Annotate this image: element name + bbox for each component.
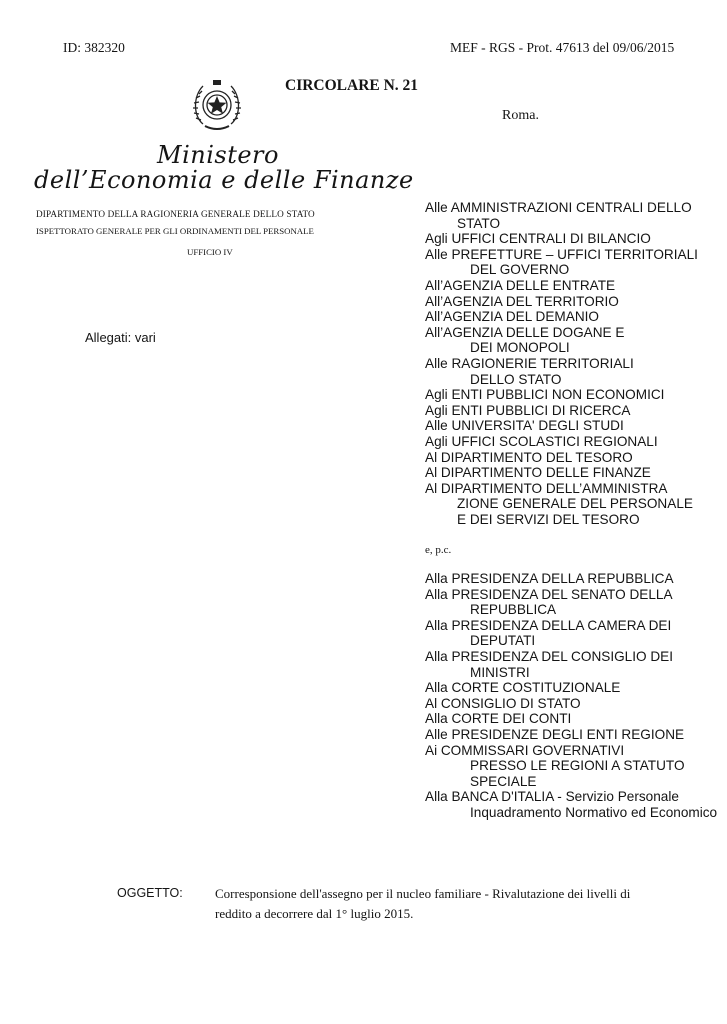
recipient-line: STATO (457, 215, 501, 231)
recipient-line: Al DIPARTIMENTO DELLE FINANZE (425, 465, 651, 481)
recipient-line: All’AGENZIA DELLE DOGANE E (425, 324, 625, 340)
department-name: DIPARTIMENTO DELLA RAGIONERIA GENERALE DELLO STATO (36, 209, 315, 219)
subject-text-line1: Corresponsione dell'assegno per il nucleo familiare - Rivalutazione dei livelli di (215, 886, 631, 901)
subject-label: OGGETTO: (117, 886, 183, 900)
recipient-line: Alle UNIVERSITA' DEGLI STUDI (425, 418, 624, 434)
republic-emblem-icon (191, 74, 243, 138)
recipient-line: Agli ENTI PUBBLICI NON ECONOMICI (425, 387, 665, 403)
protocol-number: MEF - RGS - Prot. 47613 del 09/06/2015 (450, 40, 675, 55)
cc-recipient-line: Alla PRESIDENZA DELLA REPUBBLICA (425, 571, 674, 587)
recipient-line: ZIONE GENERALE DEL PERSONALE (457, 496, 693, 512)
recipients-list (425, 200, 720, 821)
document-id: ID: 382320 (63, 40, 125, 55)
ministry-name-line1: Ministero (157, 141, 279, 169)
cc-recipient-line: Al CONSIGLIO DI STATO (425, 695, 581, 711)
cc-recipient-line: Ai COMMISSARI GOVERNATIVI (425, 742, 625, 758)
recipient-line: Agli UFFICI CENTRALI DI BILANCIO (425, 231, 651, 247)
cc-recipient-line: PRESSO LE REGIONI A STATUTO (470, 758, 685, 774)
recipient-line: Alle AMMINISTRAZIONI CENTRALI DELLO (425, 200, 692, 215)
office-name: UFFICIO IV (187, 247, 233, 257)
cc-recipient-line: Alla PRESIDENZA DEL CONSIGLIO DEI (425, 649, 674, 665)
cc-recipient-line: Alla BANCA D'ITALIA - Servizio Personale (425, 789, 679, 805)
cc-recipient-line: REPUBBLICA (470, 602, 557, 618)
recipient-line: Al DIPARTIMENTO DELL’AMMINISTRA (425, 480, 668, 496)
recipient-line: Agli UFFICI SCOLASTICI REGIONALI (425, 433, 658, 449)
recipient-line: All’AGENZIA DELLE ENTRATE (425, 277, 616, 293)
recipient-line: E DEI SERVIZI DEL TESORO (457, 511, 640, 527)
subject-text-line2: reddito a decorrere dal 1° luglio 2015. (215, 906, 414, 921)
cc-recipient-line: Alle PRESIDENZE DEGLI ENTI REGIONE (425, 727, 685, 742)
recipient-line: DEI MONOPOLI (470, 340, 570, 356)
recipient-line: Alle RAGIONERIE TERRITORIALI (425, 355, 634, 371)
place-line: Roma. (502, 108, 539, 123)
ministry-name-line2: dell’Economia e delle Finanze (34, 166, 414, 194)
recipient-line: DELLO STATO (470, 371, 562, 387)
inspectorate-name: ISPETTORATO GENERALE PER GLI ORDINAMENTI DEL PERSONALE (36, 226, 314, 236)
cc-recipient-line: Inquadramento Normativo ed Economico (470, 804, 718, 820)
cc-recipient-line: Alla CORTE DEI CONTI (425, 711, 572, 727)
cc-recipient-line: MINISTRI (470, 664, 530, 680)
recipient-line: All’AGENZIA DEL DEMANIO (425, 309, 599, 325)
recipient-line: Al DIPARTIMENTO DEL TESORO (425, 449, 633, 465)
recipient-line: All’AGENZIA DEL TERRITORIO (425, 293, 619, 309)
cc-recipient-line: Alla PRESIDENZA DELLA CAMERA DEI (425, 617, 672, 633)
spacer (425, 527, 720, 543)
cc-label: e, p.c. (425, 544, 452, 557)
recipient-line: Alle PREFETTURE – UFFICI TERRITORIALI (425, 246, 698, 262)
cc-recipient-line: Alla PRESIDENZA DEL SENATO DELLA (425, 586, 673, 602)
cc-recipient-line: DEPUTATI (470, 633, 536, 649)
cc-recipient-line: Alla CORTE COSTITUZIONALE (425, 680, 621, 696)
recipient-line: DEL GOVERNO (470, 262, 570, 278)
cc-recipient-line: SPECIALE (470, 773, 537, 789)
spacer (425, 559, 720, 571)
attachments-note: Allegati: vari (85, 330, 156, 345)
recipient-line: Agli ENTI PUBBLICI DI RICERCA (425, 402, 631, 418)
circular-title: CIRCOLARE N. 21 (285, 77, 419, 94)
